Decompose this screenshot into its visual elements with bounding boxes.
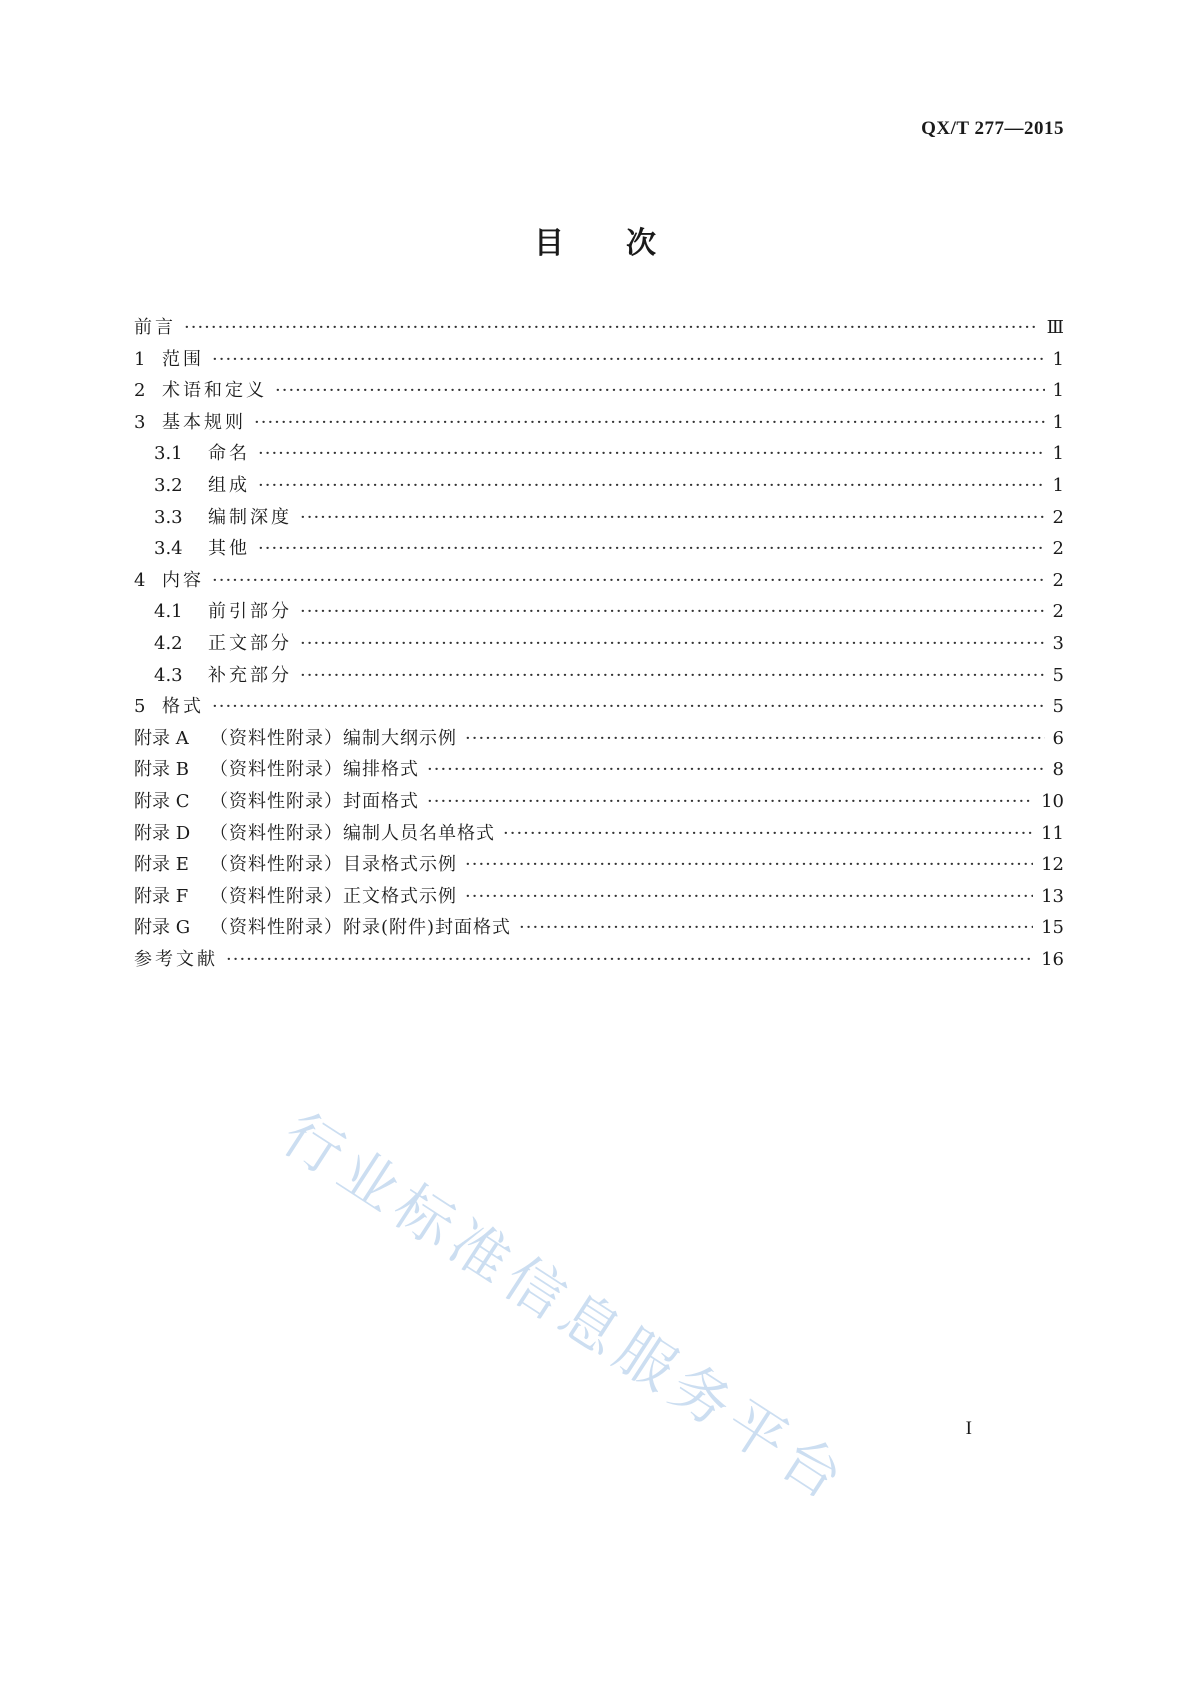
toc-entry-label: 术语和定义 xyxy=(162,380,267,402)
dot-leader xyxy=(465,723,1045,755)
dot-leader xyxy=(212,565,1045,597)
toc-entry-number: 1 xyxy=(134,348,146,370)
toc-entry-page: 1 xyxy=(1052,411,1064,433)
toc-entry-number: 附录 C xyxy=(134,790,190,812)
toc-entry[interactable] xyxy=(134,912,1064,944)
toc-entry[interactable] xyxy=(134,502,1064,534)
toc-entry-number: 3.2 xyxy=(154,474,183,496)
toc-entry-number: 2 xyxy=(134,380,146,402)
toc-entry[interactable] xyxy=(134,533,1064,565)
toc-entry-label: 其他 xyxy=(208,538,250,560)
dot-leader xyxy=(300,502,1045,534)
toc-entry-page: 10 xyxy=(1041,790,1064,812)
dot-leader xyxy=(275,375,1045,407)
toc-entry-page: 13 xyxy=(1041,885,1064,907)
toc-entry-number: 4.3 xyxy=(154,664,183,686)
toc-entry[interactable] xyxy=(134,786,1064,818)
toc-entry[interactable] xyxy=(134,628,1064,660)
dot-leader xyxy=(300,660,1045,692)
toc-entry[interactable] xyxy=(134,691,1064,723)
dot-leader xyxy=(258,438,1045,470)
toc-entry-label: （资料性附录）编制大纲示例 xyxy=(210,727,457,749)
toc-entry-page: 8 xyxy=(1052,759,1064,781)
toc-entry[interactable] xyxy=(134,438,1064,470)
dot-leader xyxy=(212,344,1045,376)
dot-leader xyxy=(519,912,1033,944)
toc-entry[interactable] xyxy=(134,818,1064,850)
toc-entry-label: 参考文献 xyxy=(134,948,218,970)
toc-entry[interactable] xyxy=(134,344,1064,376)
dot-leader xyxy=(254,407,1045,439)
dot-leader xyxy=(300,596,1045,628)
toc-entry-number: 附录 E xyxy=(134,854,189,876)
toc-entry-label: 范围 xyxy=(162,348,204,370)
table-of-contents xyxy=(134,312,1064,975)
toc-entry-label: （资料性附录）编制人员名单格式 xyxy=(210,822,495,844)
toc-entry-label: 基本规则 xyxy=(162,411,246,433)
toc-entry-page: 2 xyxy=(1052,569,1064,591)
toc-entry-page: 1 xyxy=(1052,380,1064,402)
toc-entry-page: 3 xyxy=(1052,632,1064,654)
toc-entry-number: 附录 B xyxy=(134,759,189,781)
toc-entry-number: 4 xyxy=(134,569,146,591)
toc-entry-page: 15 xyxy=(1041,917,1064,939)
toc-entry-number: 附录 A xyxy=(134,727,189,749)
toc-entry-label: （资料性附录）目录格式示例 xyxy=(210,854,457,876)
title-char-1: 目 xyxy=(534,226,564,261)
title-char-2: 次 xyxy=(626,226,656,261)
toc-entry[interactable] xyxy=(134,660,1064,692)
toc-entry-number: 3.1 xyxy=(154,443,183,465)
toc-entry-number: 5 xyxy=(134,696,146,718)
toc-entry-page: 1 xyxy=(1052,474,1064,496)
toc-entry-label: 前言 xyxy=(134,317,176,338)
toc-entry[interactable] xyxy=(134,881,1064,913)
dot-leader xyxy=(184,312,1039,344)
toc-entry-page: 1 xyxy=(1052,443,1064,465)
toc-entry[interactable] xyxy=(134,849,1064,881)
toc-entry[interactable] xyxy=(134,596,1064,628)
toc-entry-page: Ⅲ xyxy=(1046,317,1064,338)
dot-leader xyxy=(465,881,1033,913)
toc-entry-number: 4.1 xyxy=(154,601,183,623)
toc-entry-label: 格式 xyxy=(162,696,204,718)
toc-entry-label: 内容 xyxy=(162,569,204,591)
toc-entry-label: 前引部分 xyxy=(208,601,292,623)
document-code: QX/T 277—2015 xyxy=(921,118,1064,139)
toc-entry[interactable] xyxy=(134,470,1064,502)
toc-entry[interactable] xyxy=(134,565,1064,597)
toc-entry-page: 11 xyxy=(1041,822,1064,844)
toc-entry-number: 3.3 xyxy=(154,506,183,528)
dot-leader xyxy=(427,754,1045,786)
toc-entry-page: 1 xyxy=(1052,348,1064,370)
toc-entry[interactable] xyxy=(134,944,1064,976)
toc-entry-number: 3.4 xyxy=(154,538,183,560)
toc-entry-label: （资料性附录）附录(附件)封面格式 xyxy=(210,917,512,939)
toc-entry[interactable] xyxy=(134,375,1064,407)
dot-leader xyxy=(465,849,1033,881)
dot-leader xyxy=(503,818,1033,850)
toc-entry-page: 2 xyxy=(1052,601,1064,623)
toc-entry-number: 4.2 xyxy=(154,632,183,654)
toc-entry-label: （资料性附录）编排格式 xyxy=(210,759,419,781)
toc-entry-page: 2 xyxy=(1052,506,1064,528)
toc-entry-number: 3 xyxy=(134,411,146,433)
toc-entry-page: 2 xyxy=(1052,538,1064,560)
toc-entry-label: 补充部分 xyxy=(208,664,292,686)
dot-leader xyxy=(300,628,1045,660)
toc-entry-page: 5 xyxy=(1052,696,1064,718)
toc-entry-label: （资料性附录）正文格式示例 xyxy=(210,885,457,907)
dot-leader xyxy=(212,691,1045,723)
dot-leader xyxy=(226,944,1033,976)
toc-entry[interactable] xyxy=(134,312,1064,344)
dot-leader xyxy=(427,786,1033,818)
toc-entry[interactable] xyxy=(134,723,1064,755)
toc-entry-label: 组成 xyxy=(208,474,250,496)
page-number: I xyxy=(965,1418,972,1439)
page-title xyxy=(0,218,1190,262)
dot-leader xyxy=(258,533,1045,565)
watermark: 行业标准信息服务平台 xyxy=(270,1099,862,1517)
dot-leader xyxy=(258,470,1045,502)
toc-entry-page: 12 xyxy=(1041,854,1064,876)
toc-entry-number: 附录 F xyxy=(134,885,189,907)
toc-entry-number: 附录 G xyxy=(134,917,191,939)
toc-entry-label: 命名 xyxy=(208,443,250,465)
toc-entry-label: 正文部分 xyxy=(208,632,292,654)
toc-entry[interactable] xyxy=(134,407,1064,439)
toc-entry-page: 16 xyxy=(1041,948,1064,970)
toc-entry-number: 附录 D xyxy=(134,822,191,844)
toc-entry-page: 5 xyxy=(1052,664,1064,686)
toc-entry-label: （资料性附录）封面格式 xyxy=(210,790,419,812)
toc-entry-label: 编制深度 xyxy=(208,506,292,528)
toc-entry-page: 6 xyxy=(1052,727,1064,749)
toc-entry[interactable] xyxy=(134,754,1064,786)
